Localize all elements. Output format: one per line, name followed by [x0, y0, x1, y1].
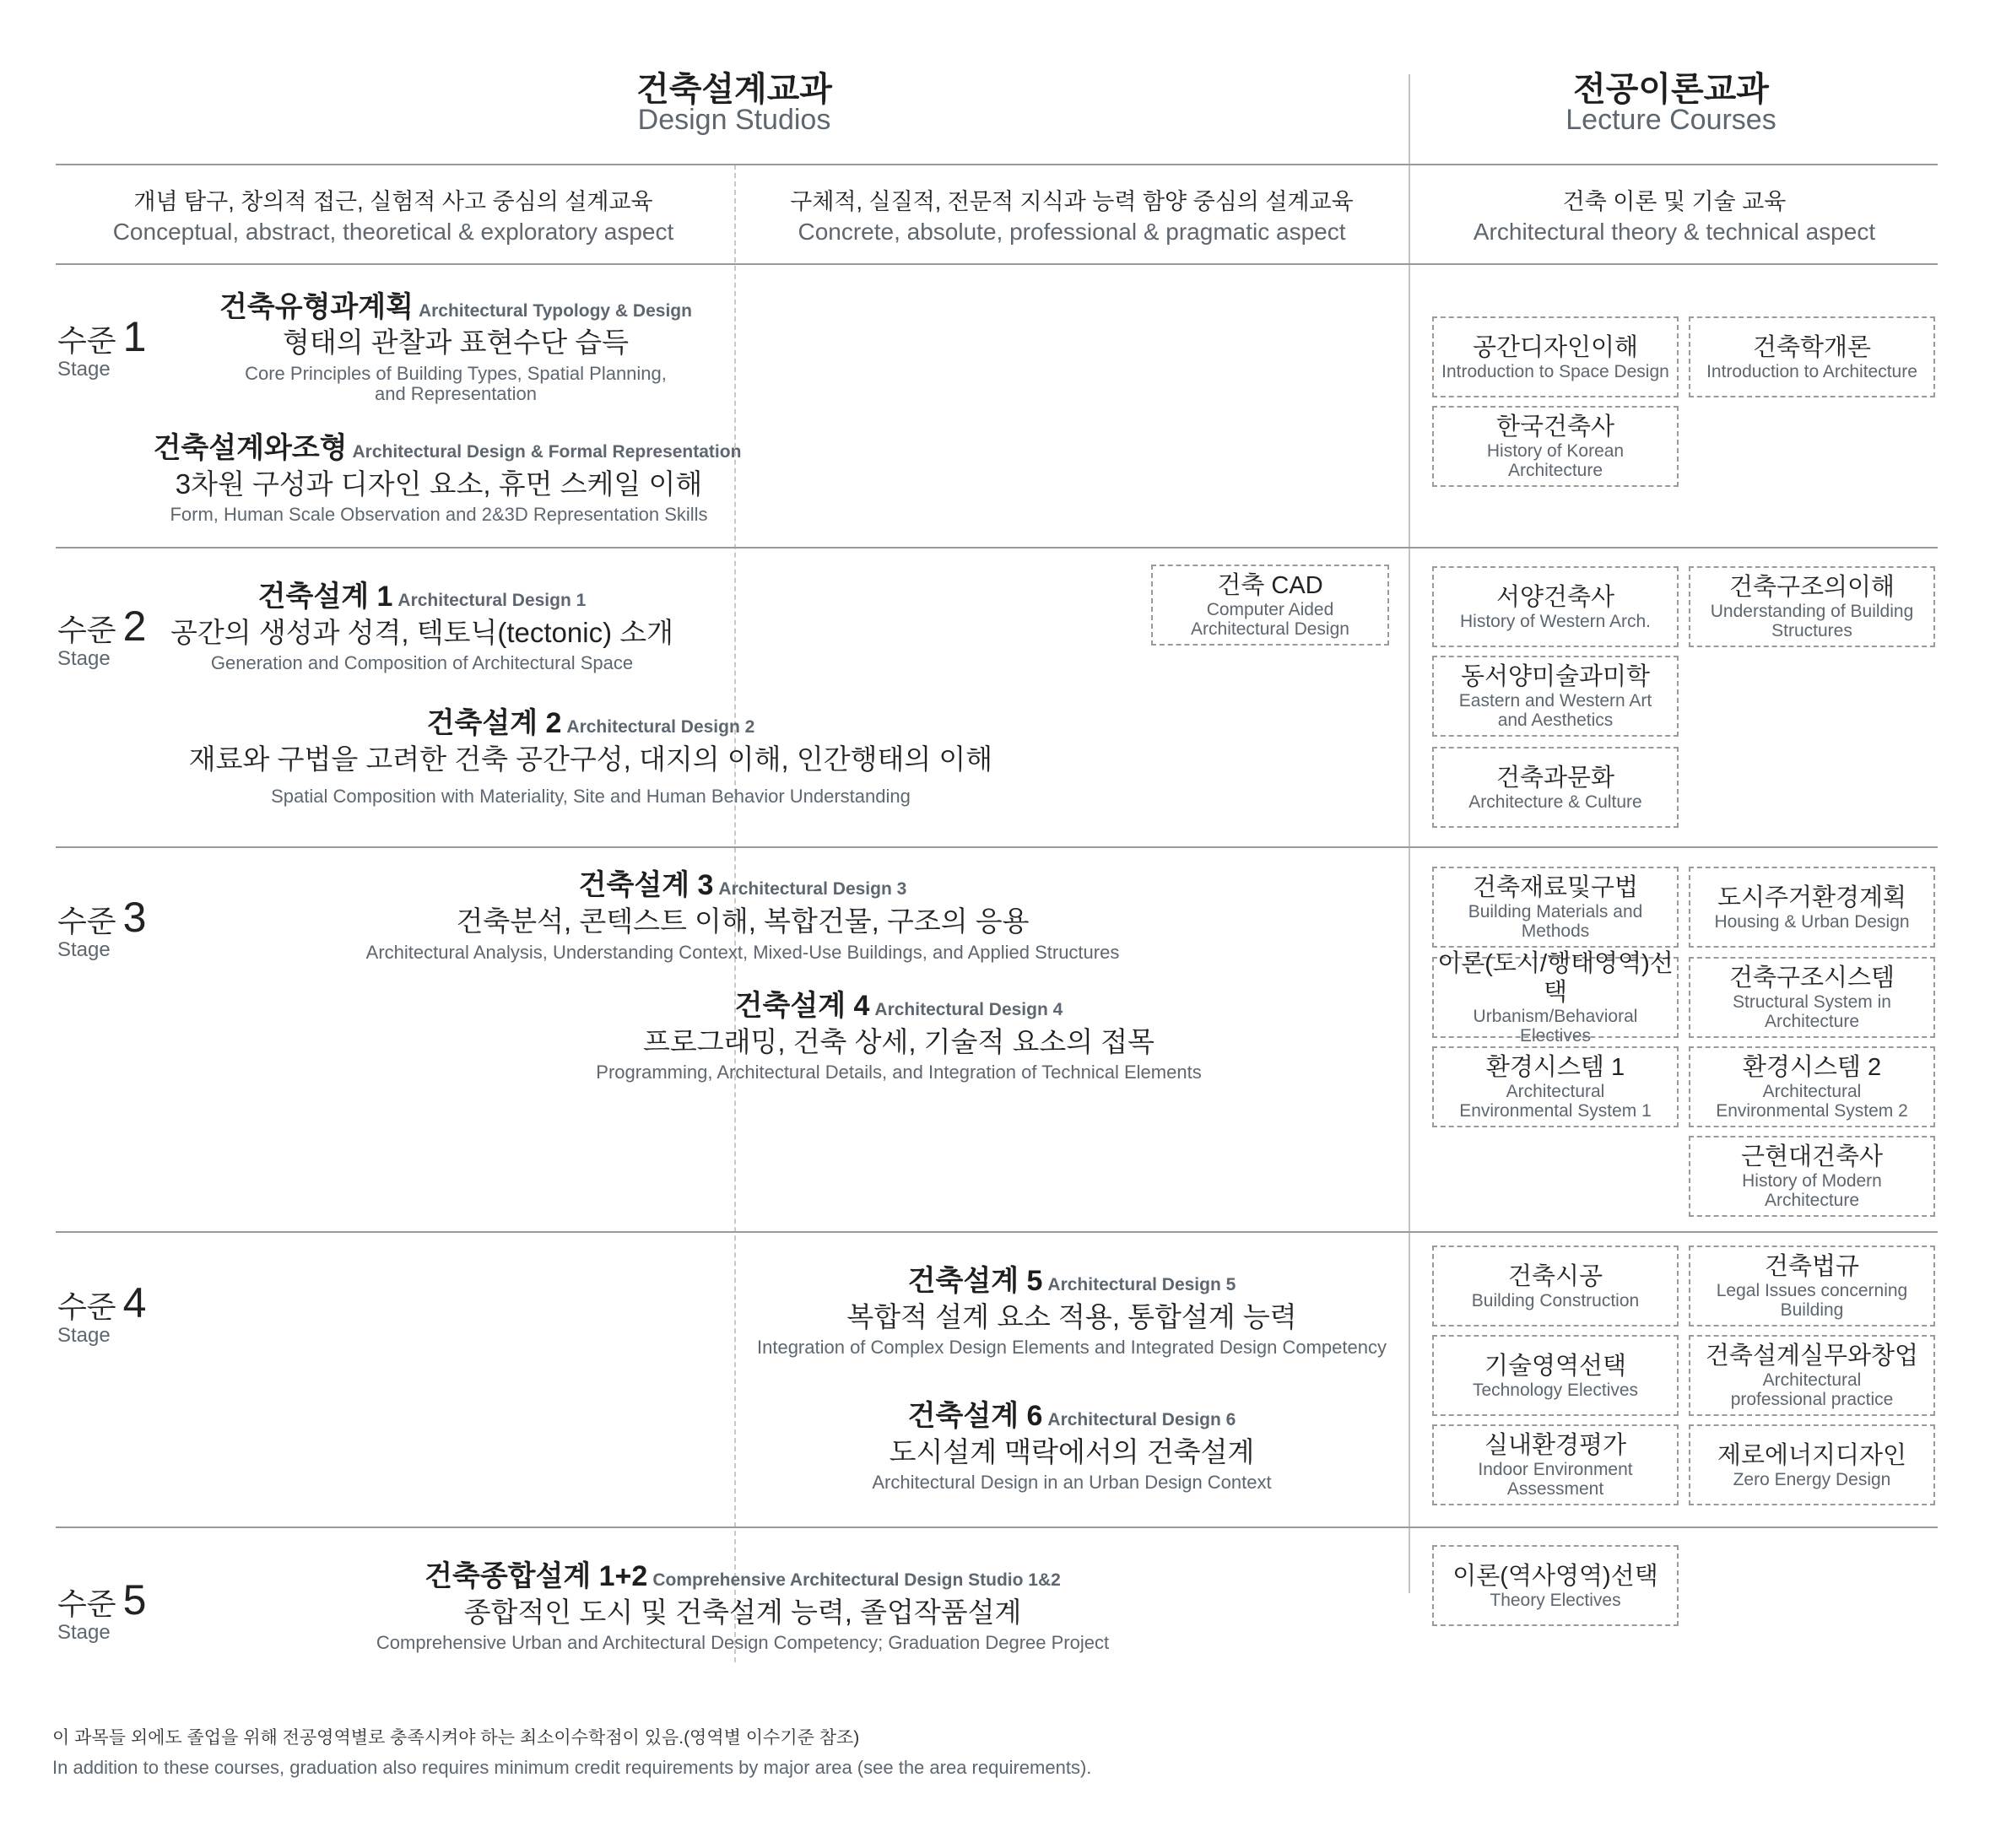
studio-design3-desc: 건축분석, 콘텍스트 이해, 복합건물, 구조의 응용 — [456, 905, 1030, 937]
lecture-divider-line — [1409, 74, 1410, 1593]
lecture-box: 제로에너지디자인 Zero Energy Design — [1689, 1424, 1935, 1505]
lecture-box: 근현대건축사 History of Modern Architecture — [1689, 1136, 1935, 1217]
lecture-box: 건축재료및구법 Building Materials and Methods — [1432, 867, 1679, 948]
aspect-conceptual-en: Conceptual, abstract, theoretical & exploratory aspect — [112, 219, 674, 245]
studio-design1-title: 건축설계 1 Architectural Design 1 — [257, 581, 587, 613]
studio-typology-desc: 형태의 관찰과 표현수단 습득 — [282, 327, 630, 358]
header-rule — [56, 164, 1938, 165]
studio-design5-desc-en: Integration of Complex Design Elements and Integrated Design Competency — [757, 1337, 1387, 1358]
lectures-header-en: Lecture Courses — [1566, 104, 1776, 136]
lecture-box: 건축과문화 Architecture & Culture — [1432, 747, 1679, 828]
stage-2-3-rule — [56, 846, 1938, 848]
studio-design6-title: 건축설계 6 Architectural Design 6 — [907, 1400, 1236, 1432]
studio-design4-desc: 프로그래밍, 건축 상세, 기술적 요소의 접목 — [642, 1026, 1155, 1057]
aspect-concrete-ko: 구체적, 실질적, 전문적 지식과 능력 함양 중심의 설계교육 — [790, 189, 1354, 214]
lecture-box: 환경시스템 1 Architectural Environmental System 1 — [1432, 1046, 1679, 1127]
lecture-box: 한국건축사 History of Korean Architecture — [1432, 406, 1679, 487]
lecture-box: 공간디자인이해 Introduction to Space Design — [1432, 316, 1679, 397]
stage-1-label: 수준 1 Stage — [57, 313, 147, 381]
studio-design5-desc: 복합적 설계 요소 적용, 통합설계 능력 — [846, 1301, 1297, 1332]
studio-comprehensive-desc: 종합적인 도시 및 건축설계 능력, 졸업작품설계 — [463, 1597, 1022, 1628]
studio-typology-desc-en: Core Principles of Building Types, Spatial Planning, and Representation — [245, 363, 667, 404]
lecture-box: 도시주거환경계획 Housing & Urban Design — [1689, 867, 1935, 948]
studios-header-en: Design Studios — [637, 104, 831, 136]
stage-1-2-rule — [56, 547, 1938, 548]
lecture-box: 서양건축사 History of Western Arch. — [1432, 566, 1679, 647]
lecture-box: 건축시공 Building Construction — [1432, 1246, 1679, 1327]
studio-design5-title: 건축설계 5 Architectural Design 5 — [907, 1265, 1236, 1297]
studio-design3-title: 건축설계 3 Architectural Design 3 — [578, 869, 907, 901]
aspect-concrete-en: Concrete, absolute, professional & pragmatic aspect — [798, 219, 1346, 245]
lecture-box: 실내환경평가 Indoor Environment Assessment — [1432, 1424, 1679, 1505]
stage-3-label: 수준 3 Stage — [57, 894, 147, 961]
stage-5-label: 수준 5 Stage — [57, 1576, 147, 1644]
studio-design6-desc-en: Architectural Design in an Urban Design Context — [872, 1472, 1272, 1493]
lecture-box: 이론(도시/행태영역)선택 Urbanism/Behavioral Electives — [1432, 957, 1679, 1038]
studio-design4-title: 건축설계 4 Architectural Design 4 — [734, 990, 1063, 1022]
studio-design2-title: 건축설계 2 Architectural Design 2 — [426, 707, 755, 739]
aspect-rule — [56, 263, 1938, 265]
studio-design1-desc: 공간의 생성과 성격, 텍토닉(tectonic) 소개 — [170, 617, 673, 648]
studio-design6-desc: 도시설계 맥락에서의 건축설계 — [889, 1436, 1255, 1467]
studio-formal-desc-en: Form, Human Scale Observation and 2&3D Representation Skills — [170, 504, 708, 525]
studio-design2-desc: 재료와 구법을 고려한 건축 공간구성, 대지의 이해, 인간행태의 이해 — [188, 743, 993, 775]
aspect-conceptual-ko: 개념 탐구, 창의적 접근, 실험적 사고 중심의 설계교육 — [133, 189, 653, 214]
lecture-box: 이론(역사영역)선택 Theory Electives — [1432, 1545, 1679, 1626]
lecture-box: 환경시스템 2 Architectural Environmental System 2 — [1689, 1046, 1935, 1127]
studio-design1-desc-en: Generation and Composition of Architectural Space — [210, 652, 634, 673]
studio-typology-title: 건축유형과계획 Architectural Typology & Design — [219, 291, 692, 323]
aspect-theory-en: Architectural theory & technical aspect — [1473, 219, 1876, 245]
footnote-ko: 이 과목들 외에도 졸업을 위해 전공영역별로 충족시켜야 하는 최소이수학점이 있음.(영역별 이수기준 참조) — [52, 1728, 860, 1748]
lecture-box: 건축구조시스템 Structural System in Architecture — [1689, 957, 1935, 1038]
lecture-box: 건축학개론 Introduction to Architecture — [1689, 316, 1935, 397]
lecture-box: 건축법규 Legal Issues concerning Building — [1689, 1246, 1935, 1327]
studio-formal-desc: 3차원 구성과 디자인 요소, 휴먼 스케일 이해 — [175, 468, 703, 500]
stage-4-5-rule — [56, 1526, 1938, 1528]
studio-design3-desc-en: Architectural Analysis, Understanding Context, Mixed-Use Buildings, and Applied Structures — [365, 942, 1120, 963]
course-box-cad: 건축 CAD Computer Aided Architectural Design — [1151, 565, 1389, 646]
studio-design4-desc-en: Programming, Architectural Details, and Integration of Technical Elements — [596, 1062, 1202, 1083]
lecture-box: 건축설계실무와창업 Architectural professional practice — [1689, 1335, 1935, 1416]
stage-2-label: 수준 2 Stage — [57, 602, 147, 670]
stage-4-label: 수준 4 Stage — [57, 1279, 147, 1347]
footnote-en: In addition to these courses, graduation also requires minimum credit requirements by major area (see the area requirements). — [52, 1757, 1092, 1778]
lecture-box: 건축구조의이해 Understanding of Building Structures — [1689, 566, 1935, 647]
stage-3-4-rule — [56, 1231, 1938, 1233]
lectures-header-ko: 전공이론교과 — [1573, 71, 1769, 108]
lecture-box: 기술영역선택 Technology Electives — [1432, 1335, 1679, 1416]
aspect-theory-ko: 건축 이론 및 기술 교육 — [1562, 189, 1787, 214]
studio-comprehensive-desc-en: Comprehensive Urban and Architectural Design Competency; Graduation Degree Project — [376, 1632, 1110, 1653]
studio-formal-title: 건축설계와조형 Architectural Design & Formal Representation — [153, 432, 742, 464]
studios-header-ko: 건축설계교과 — [636, 71, 832, 108]
studio-design2-desc-en: Spatial Composition with Materiality, Site and Human Behavior Understanding — [271, 786, 911, 807]
lecture-box: 동서양미술과미학 Eastern and Western Art and Aesthetics — [1432, 656, 1679, 737]
studio-comprehensive-title: 건축종합설계 1+2 Comprehensive Architectural Design Studio 1&2 — [424, 1560, 1061, 1592]
